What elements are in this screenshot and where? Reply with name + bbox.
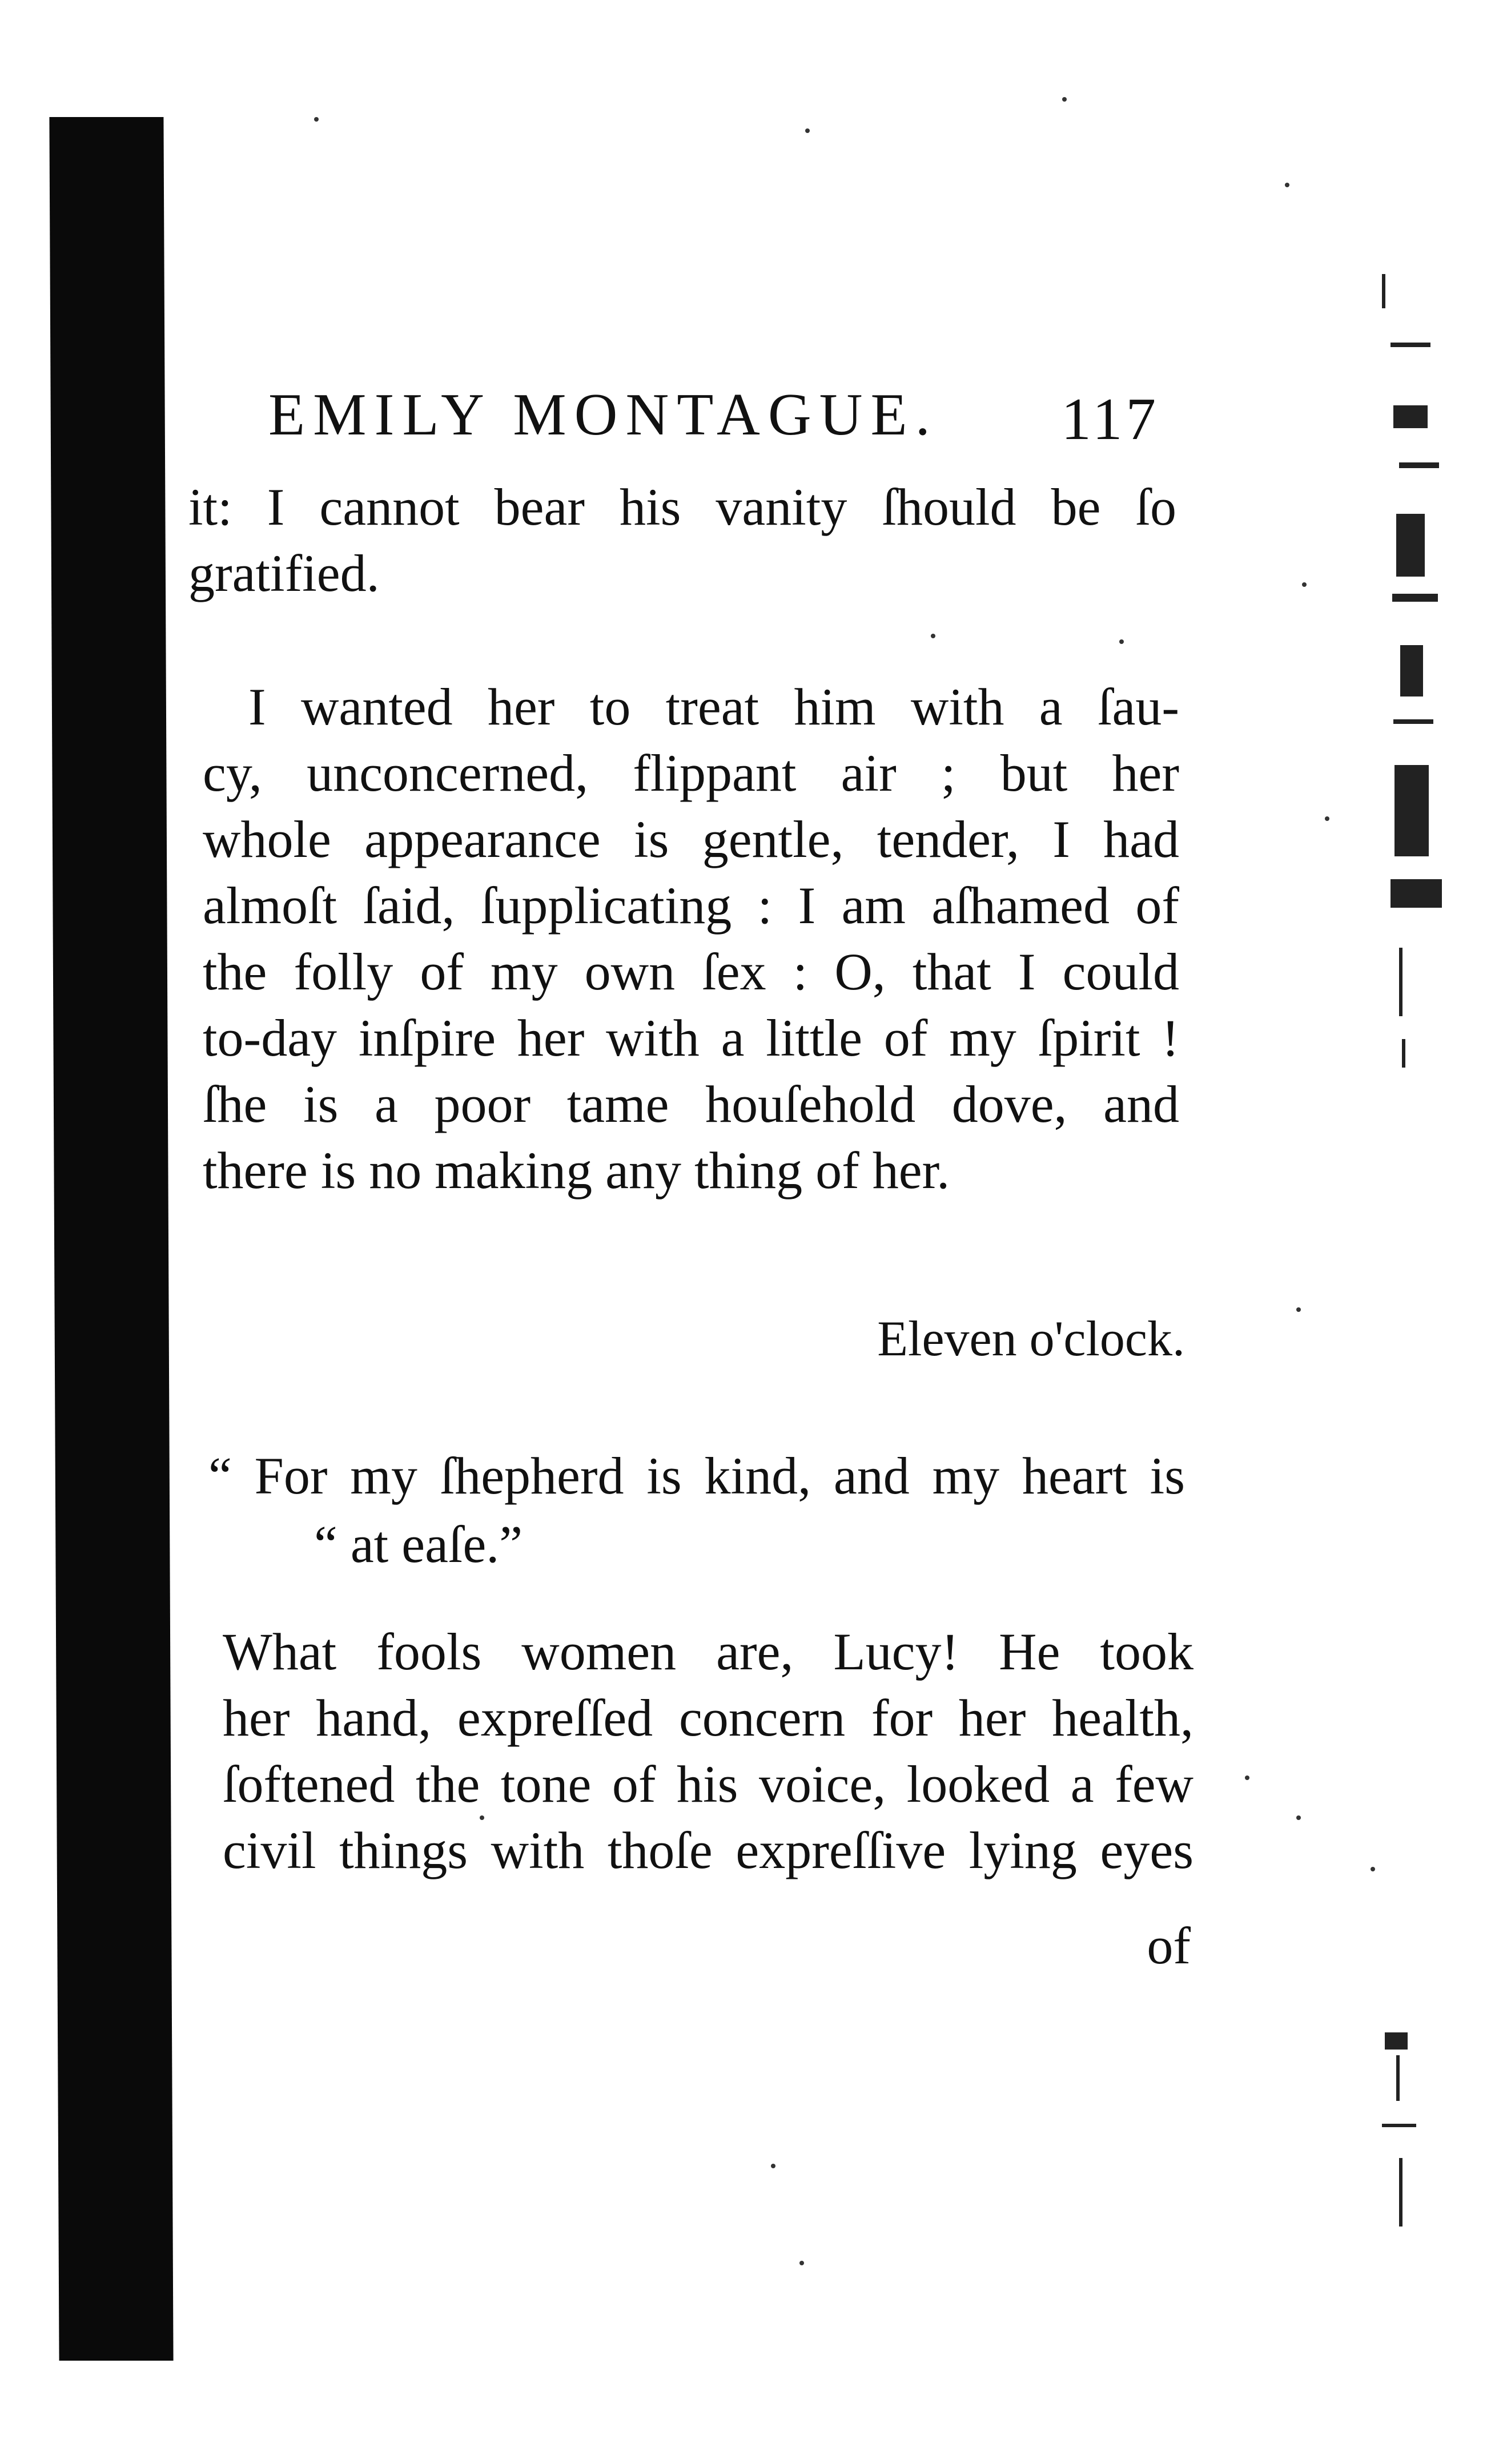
page-edge-bleed-marks-lower bbox=[1359, 2032, 1450, 2261]
page-number: 117 bbox=[1061, 385, 1159, 452]
paper-speck bbox=[1285, 183, 1289, 187]
paper-speck bbox=[799, 2261, 804, 2265]
text-line: her hand, expreſſed concern for her health, bbox=[223, 1689, 1193, 1747]
running-head bbox=[268, 380, 1159, 452]
paper-speck bbox=[1302, 582, 1307, 587]
text-line: gratified. bbox=[188, 544, 380, 602]
text-line: What fools women are, Lucy! He took bbox=[223, 1622, 1193, 1681]
paper-speck bbox=[1119, 639, 1124, 644]
verse-line: “ For my ſhepherd is kind, and my heart is bbox=[208, 1447, 1185, 1505]
paper-speck bbox=[931, 634, 935, 638]
text-line: to-day inſpire her with a little of my ſpirit ! bbox=[203, 1009, 1179, 1067]
paragraph-2 bbox=[203, 674, 1179, 1203]
text-line: civil things with thoſe expreſſive lying eyes bbox=[223, 1821, 1193, 1879]
text-line: almoſt ſaid, ſupplicating : I am aſhamed of bbox=[203, 876, 1179, 935]
text-line: I wanted her to treat him with a ſau- bbox=[248, 678, 1179, 736]
text-line: the folly of my own ſex : O, that I could bbox=[203, 943, 1179, 1001]
verse-line: “ at eaſe.” bbox=[314, 1515, 523, 1573]
text-line: ſoftened the tone of his voice, looked a few bbox=[223, 1755, 1193, 1813]
paper-speck bbox=[1245, 1775, 1249, 1780]
text-line: ſhe is a poor tame houſehold dove, and bbox=[203, 1075, 1179, 1133]
dateline: Eleven o'clock. bbox=[877, 1311, 1185, 1367]
page-edge-bleed-marks bbox=[1359, 274, 1450, 1073]
catchword: of bbox=[1147, 1917, 1191, 1975]
text-line: there is no making any thing of her. bbox=[203, 1141, 950, 1199]
text-line: cy, unconcerned, flippant air ; but her bbox=[203, 744, 1179, 802]
text-line: it: I cannot bear his vanity ſhould be ſo bbox=[188, 478, 1176, 536]
paper-speck bbox=[1325, 816, 1329, 821]
paragraph-3 bbox=[223, 1618, 1193, 1883]
paper-speck bbox=[1296, 1307, 1301, 1312]
binding-edge bbox=[49, 117, 173, 2361]
paragraph-1 bbox=[188, 474, 1176, 606]
verse-quotation bbox=[208, 1442, 1185, 1579]
paper-speck bbox=[480, 1815, 484, 1820]
paper-speck bbox=[805, 128, 810, 133]
paper-speck bbox=[1062, 97, 1067, 102]
paper-speck bbox=[314, 117, 319, 122]
running-head-title: EMILY MONTAGUE. bbox=[268, 381, 938, 448]
paper-speck bbox=[1371, 1867, 1375, 1871]
paper-speck bbox=[771, 2164, 775, 2168]
text-line: whole appearance is gentle, tender, I had bbox=[203, 810, 1179, 868]
paper-speck bbox=[1296, 1815, 1301, 1820]
